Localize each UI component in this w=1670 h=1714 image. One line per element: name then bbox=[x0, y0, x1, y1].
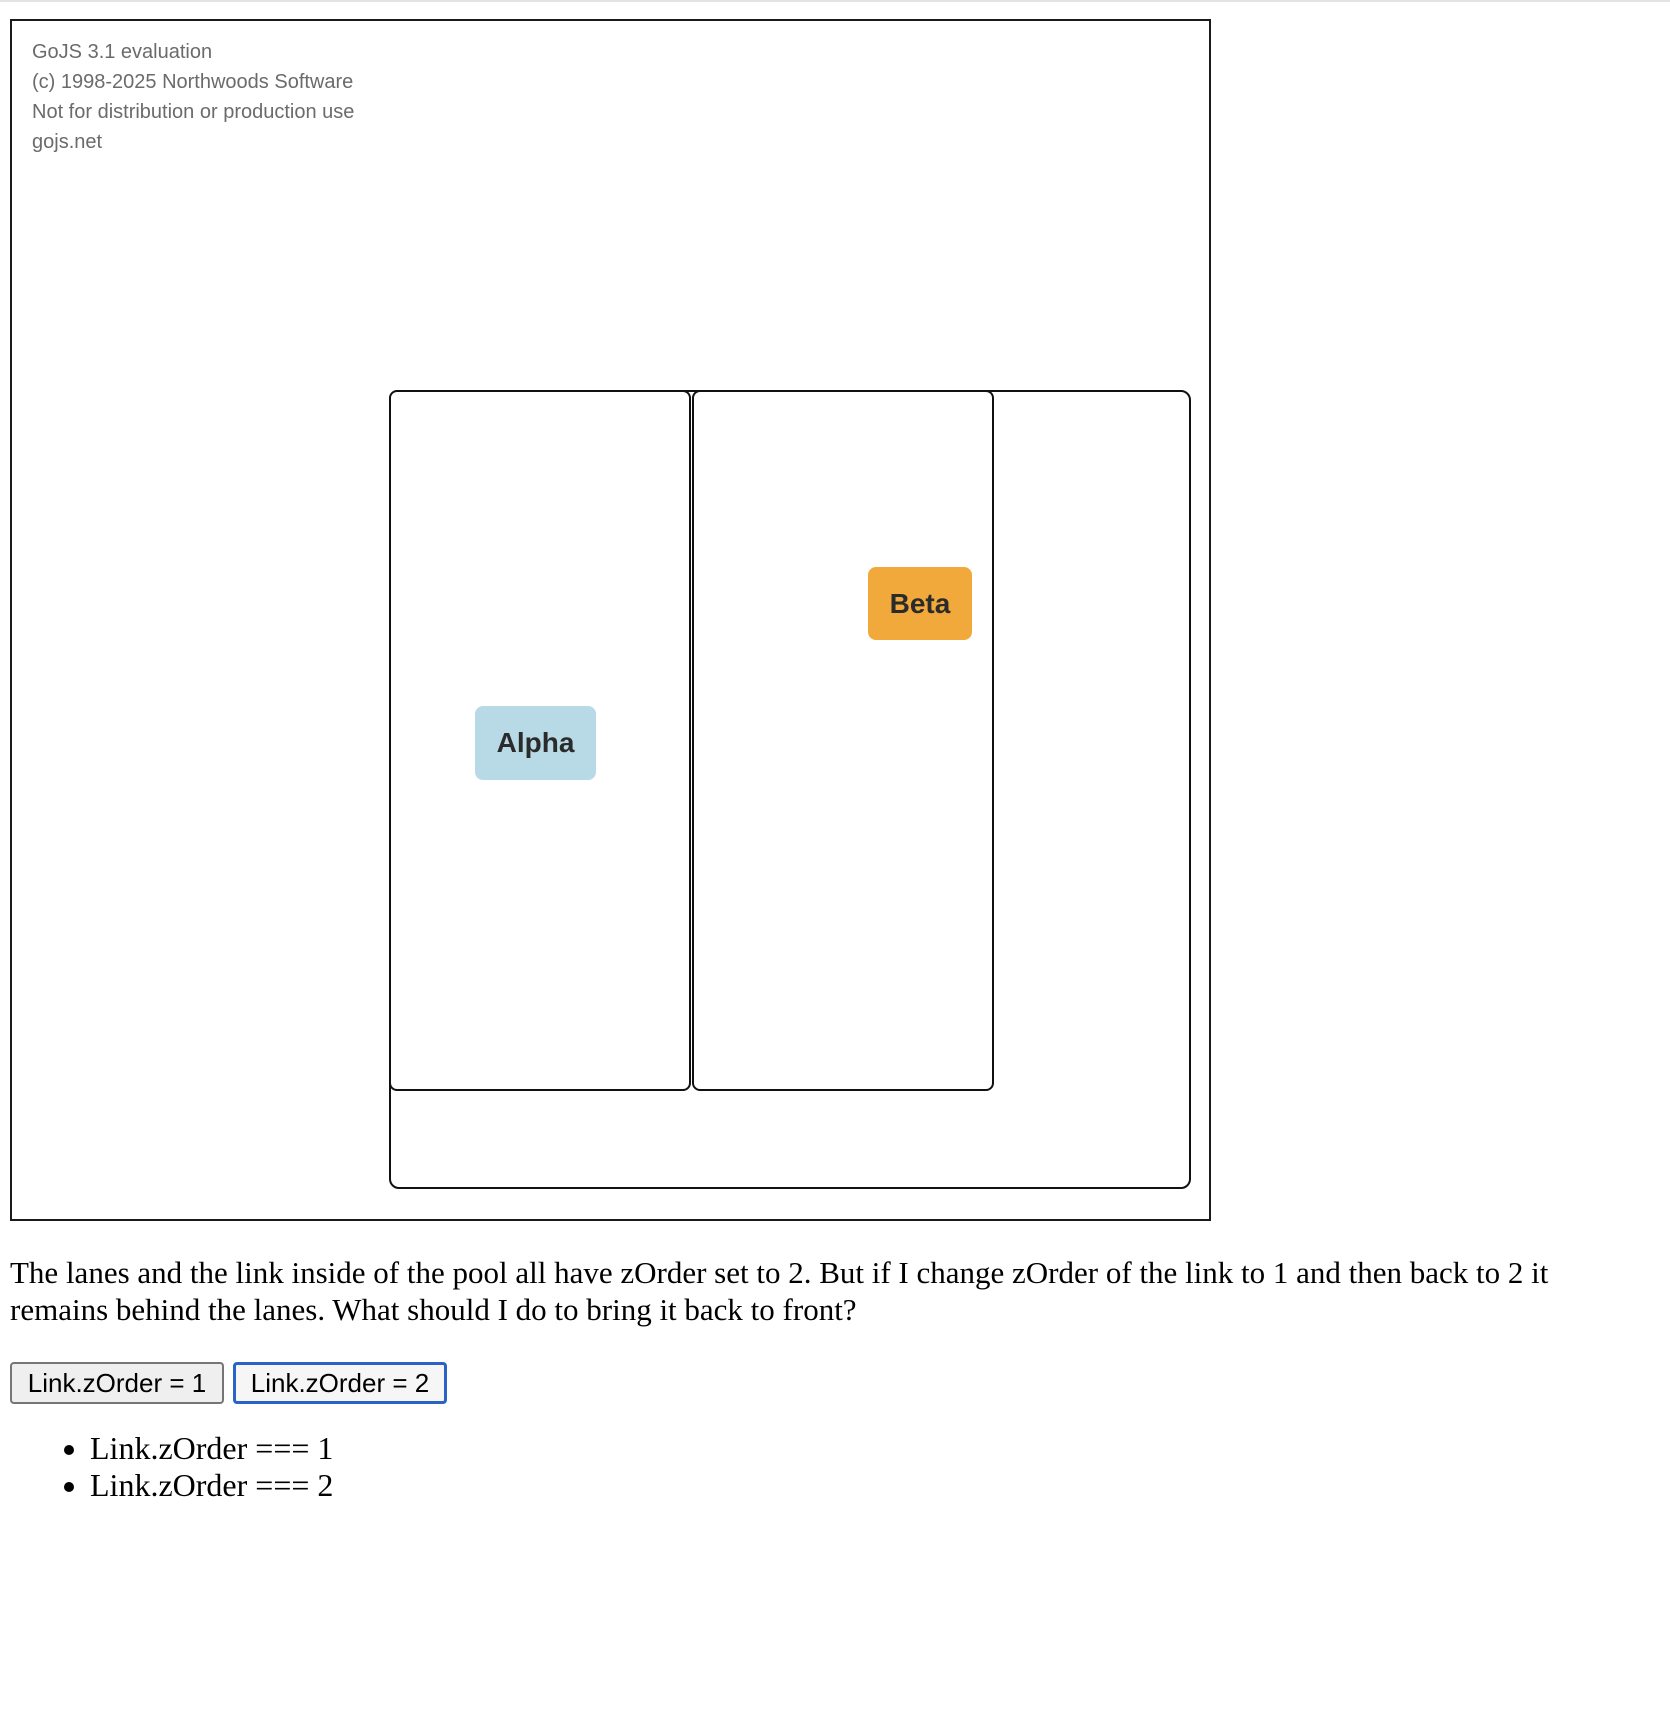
description-text: The lanes and the link inside of the pool all have zOrder set to 2. But if I change zOrder of the link to 1 and then back to 2 it remains behind the lanes. What should I do to bring it back to front? bbox=[10, 1255, 1549, 1327]
zorder-1-button[interactable]: Link.zOrder = 1 bbox=[10, 1362, 224, 1404]
node-alpha[interactable] bbox=[475, 706, 596, 780]
list-item: • Link.zOrder === 1 bbox=[90, 1430, 333, 1467]
list-item: • Link.zOrder === 2 bbox=[90, 1467, 333, 1504]
watermark-line: (c) 1998-2025 Northwoods Software bbox=[32, 71, 354, 93]
node-beta-label: Beta bbox=[889, 587, 951, 619]
watermark-line: Not for distribution or production use bbox=[32, 101, 355, 123]
node-alpha-label: Alpha bbox=[496, 727, 575, 758]
watermark-line: GoJS 3.1 evaluation bbox=[32, 41, 213, 63]
zorder-log-list bbox=[50, 1430, 333, 1504]
node-beta[interactable] bbox=[868, 567, 972, 640]
lane-2[interactable] bbox=[692, 390, 994, 1091]
zorder-2-button[interactable]: Link.zOrder = 2 bbox=[233, 1362, 447, 1404]
gojs-watermark bbox=[32, 37, 354, 157]
top-border bbox=[0, 0, 1670, 2]
watermark-line: gojs.net bbox=[32, 131, 103, 153]
